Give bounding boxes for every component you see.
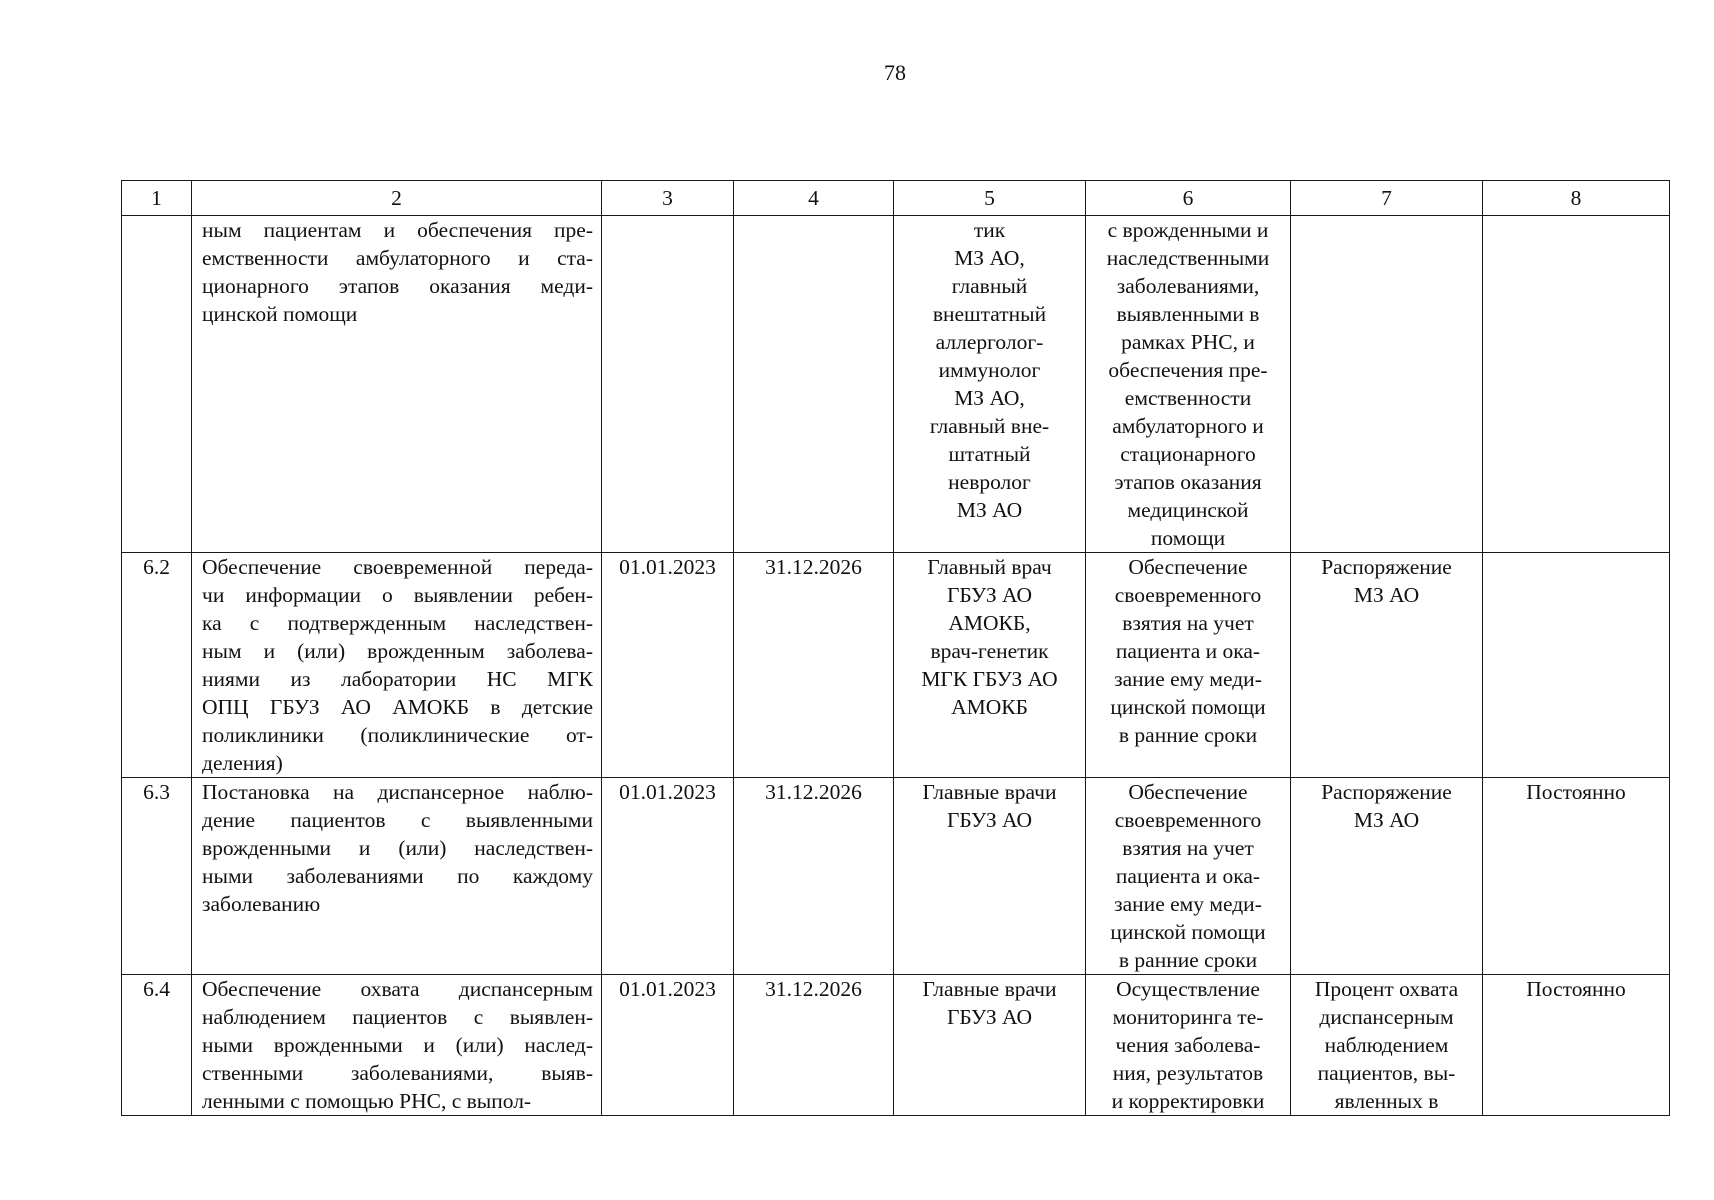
description-line: врожденными и (или) наследствен- [202,836,593,860]
row-number-cell: 6.4 [122,975,192,1116]
row-number-cell [122,216,192,553]
description-line: деления) [202,751,283,775]
start-date-cell: 01.01.2023 [602,553,734,778]
header-row [122,181,1670,216]
table-body [122,181,1670,1116]
row-number-cell: 6.3 [122,778,192,975]
column-header: 1 [122,181,192,216]
column-header: 4 [734,181,894,216]
column-header: 8 [1483,181,1670,216]
document-cell: Распоряжение МЗ АО [1291,553,1483,778]
result-cell: с врожденными и наследственными заболеваниями, выявленными в рамках РНС, и обеспечения пре- емственности амбулаторного и стационарного этапов оказания медицинской помощи [1086,216,1291,553]
responsible-cell: Главный врач ГБУЗ АО АМОКБ, врач-генетик МГК ГБУЗ АО АМОКБ [894,553,1086,778]
description-line: ными заболеваниями по каждому [202,864,593,888]
description-line: Постановка на диспансерное наблю- [202,780,593,804]
end-date-cell: 31.12.2026 [734,778,894,975]
period-cell [1483,553,1670,778]
description-line: ным и (или) врожденным заболева- [202,639,593,663]
description-line: Обеспечение охвата диспансерным [202,977,593,1001]
description-line: ленными с помощью РНС, с выпол- [202,1089,532,1113]
description-line: ственными заболеваниями, выяв- [202,1061,593,1085]
end-date-cell [734,216,894,553]
responsible-cell: Главные врачи ГБУЗ АО [894,778,1086,975]
start-date-cell: 01.01.2023 [602,975,734,1116]
description-cell [192,553,602,778]
document-cell [1291,216,1483,553]
table-row [122,553,1670,778]
responsible-cell: Главные врачи ГБУЗ АО [894,975,1086,1116]
table-row [122,778,1670,975]
table-row [122,216,1670,553]
description-line: наблюдением пациентов с выявлен- [202,1005,593,1029]
table-row [122,975,1670,1116]
period-cell: Постоянно [1483,975,1670,1116]
result-cell: Осуществление мониторинга те- чения заболева- ния, результатов и корректировки [1086,975,1291,1116]
description-line: заболеванию [202,892,321,916]
responsible-cell: тик МЗ АО, главный внештатный аллерголог- иммунолог МЗ АО, главный вне- штатный невролог МЗ АО [894,216,1086,553]
result-cell: Обеспечение своевременного взятия на учет пациента и ока- зание ему меди- цинской помощи в ранние сроки [1086,778,1291,975]
description-line: ционарного этапов оказания меди- [202,274,593,298]
column-header: 7 [1291,181,1483,216]
document-cell: Распоряжение МЗ АО [1291,778,1483,975]
end-date-cell: 31.12.2026 [734,975,894,1116]
description-line: ОПЦ ГБУЗ АО АМОКБ в детские [202,695,593,719]
description-line: чи информации о выявлении ребен- [202,583,593,607]
description-line: ными врожденными и (или) наслед- [202,1033,593,1057]
column-header: 6 [1086,181,1291,216]
description-line: ка с подтвержденным наследствен- [202,611,593,635]
description-cell [192,216,602,553]
column-header: 5 [894,181,1086,216]
description-line: емственности амбулаторного и ста- [202,246,593,270]
description-line: ниями из лаборатории НС МГК [202,667,593,691]
description-line: поликлиники (поликлинические от- [202,723,593,747]
document-cell: Процент охвата диспансерным наблюдением пациентов, вы- явленных в [1291,975,1483,1116]
start-date-cell: 01.01.2023 [602,778,734,975]
plan-table [121,180,1670,1116]
result-cell: Обеспечение своевременного взятия на учет пациента и ока- зание ему меди- цинской помощи в ранние сроки [1086,553,1291,778]
page-number: 78 [884,60,906,85]
period-cell [1483,216,1670,553]
row-number-cell: 6.2 [122,553,192,778]
description-line: ным пациентам и обеспечения пре- [202,218,593,242]
period-cell: Постоянно [1483,778,1670,975]
description-line: цинской помощи [202,302,358,326]
description-line: Обеспечение своевременной переда- [202,555,593,579]
start-date-cell [602,216,734,553]
description-cell [192,778,602,975]
end-date-cell: 31.12.2026 [734,553,894,778]
description-line: дение пациентов с выявленными [202,808,593,832]
column-header: 3 [602,181,734,216]
column-header: 2 [192,181,602,216]
description-cell [192,975,602,1116]
